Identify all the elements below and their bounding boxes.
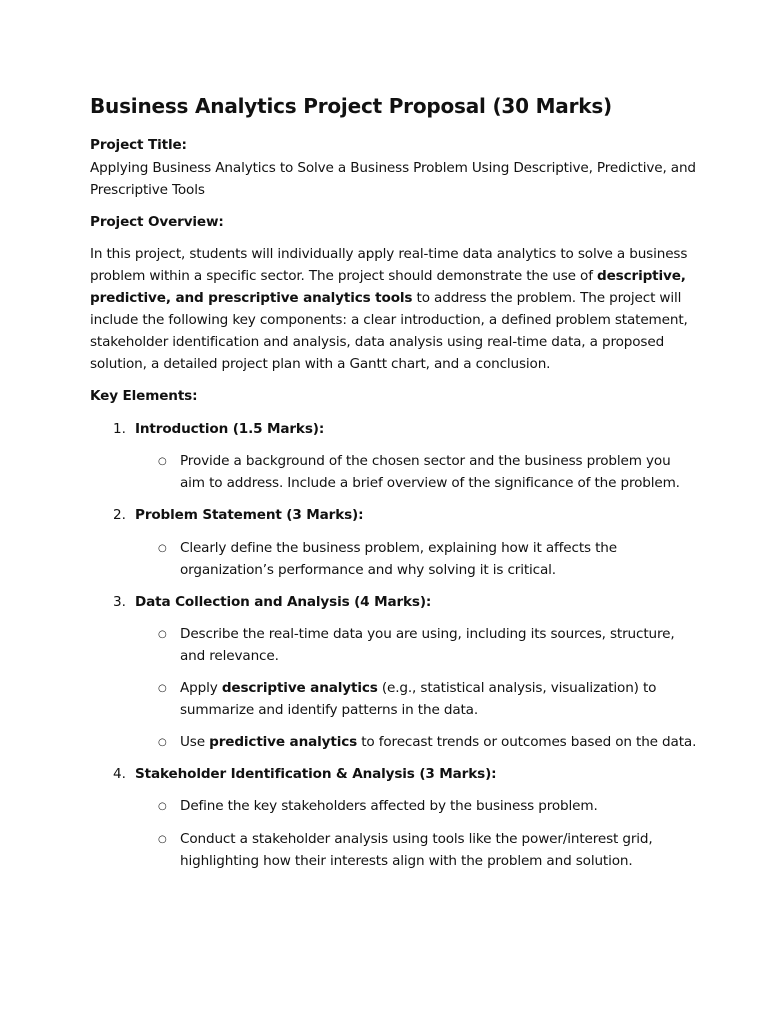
project-overview-label: Project Overview: — [90, 214, 224, 230]
list-number: 3. — [113, 594, 126, 610]
project-title-line: Prescriptive Tools — [90, 182, 205, 198]
bullet-icon: ○ — [158, 456, 167, 467]
bullet-text: Conduct a stakeholder analysis using tools like the power/interest grid, — [180, 831, 653, 847]
overview-line: stakeholder identification and analysis, data analysis using real-time data, a proposed — [90, 334, 665, 350]
bullet-icon: ○ — [158, 834, 167, 845]
overview-emphasis: descriptive, — [597, 268, 686, 284]
document-title: Business Analytics Project Proposal (30 Marks) — [90, 94, 613, 118]
bullet-text: Provide a background of the chosen sector and the business problem you — [180, 453, 671, 469]
overview-emphasis: predictive, and prescriptive analytics tools — [90, 290, 413, 306]
bullet-icon: ○ — [158, 629, 167, 640]
bullet-text — [180, 731, 696, 753]
bullet-text-part: (e.g., statistical analysis, visualization) to — [377, 680, 657, 696]
list-number: 1. — [113, 421, 126, 437]
list-item-heading: Problem Statement (3 Marks): — [135, 507, 364, 523]
bullet-text: and relevance. — [180, 648, 279, 664]
bullet-text: summarize and identify patterns in the data. — [180, 702, 479, 718]
overview-line: In this project, students will individually apply real-time data analytics to solve a business — [90, 246, 688, 262]
bullet-text: Describe the real-time data you are using, including its sources, structure, — [180, 626, 675, 642]
list-item-heading: Data Collection and Analysis (4 Marks): — [135, 594, 432, 610]
bullet-text — [180, 677, 656, 699]
overview-line: include the following key components: a clear introduction, a defined problem statement, — [90, 312, 688, 328]
list-item-heading: Stakeholder Identification & Analysis (3 Marks): — [135, 766, 497, 782]
overview-text: problem within a specific sector. The project should demonstrate the use of — [90, 268, 598, 284]
bullet-text: aim to address. Include a brief overview of the significance of the problem. — [180, 475, 680, 491]
list-number: 4. — [113, 766, 126, 782]
bullet-icon: ○ — [158, 543, 167, 554]
bullet-emphasis: descriptive analytics — [221, 680, 378, 696]
bullet-text-part: Apply — [180, 680, 222, 696]
bullet-emphasis: predictive analytics — [209, 734, 358, 750]
key-elements-label: Key Elements: — [90, 388, 198, 404]
bullet-text: Clearly define the business problem, explaining how it affects the — [180, 540, 617, 556]
bullet-text: Define the key stakeholders affected by the business problem. — [180, 798, 598, 814]
bullet-text: highlighting how their interests align with the problem and solution. — [180, 853, 633, 869]
bullet-text-part: to forecast trends or outcomes based on the data. — [357, 734, 697, 750]
bullet-text: organization’s performance and why solving it is critical. — [180, 562, 556, 578]
list-item-heading: Introduction (1.5 Marks): — [135, 421, 325, 437]
bullet-icon: ○ — [158, 737, 167, 748]
project-title-line: Applying Business Analytics to Solve a Business Problem Using Descriptive, Predictive, and — [90, 160, 696, 176]
bullet-icon: ○ — [158, 683, 167, 694]
list-number: 2. — [113, 507, 126, 523]
bullet-text-part: Use — [180, 734, 210, 750]
overview-line: solution, a detailed project plan with a Gantt chart, and a conclusion. — [90, 356, 551, 372]
overview-text: to address the problem. The project will — [412, 290, 682, 306]
project-title-label: Project Title: — [90, 137, 187, 153]
bullet-icon: ○ — [158, 801, 167, 812]
overview-line — [90, 287, 681, 309]
overview-line — [90, 265, 686, 287]
